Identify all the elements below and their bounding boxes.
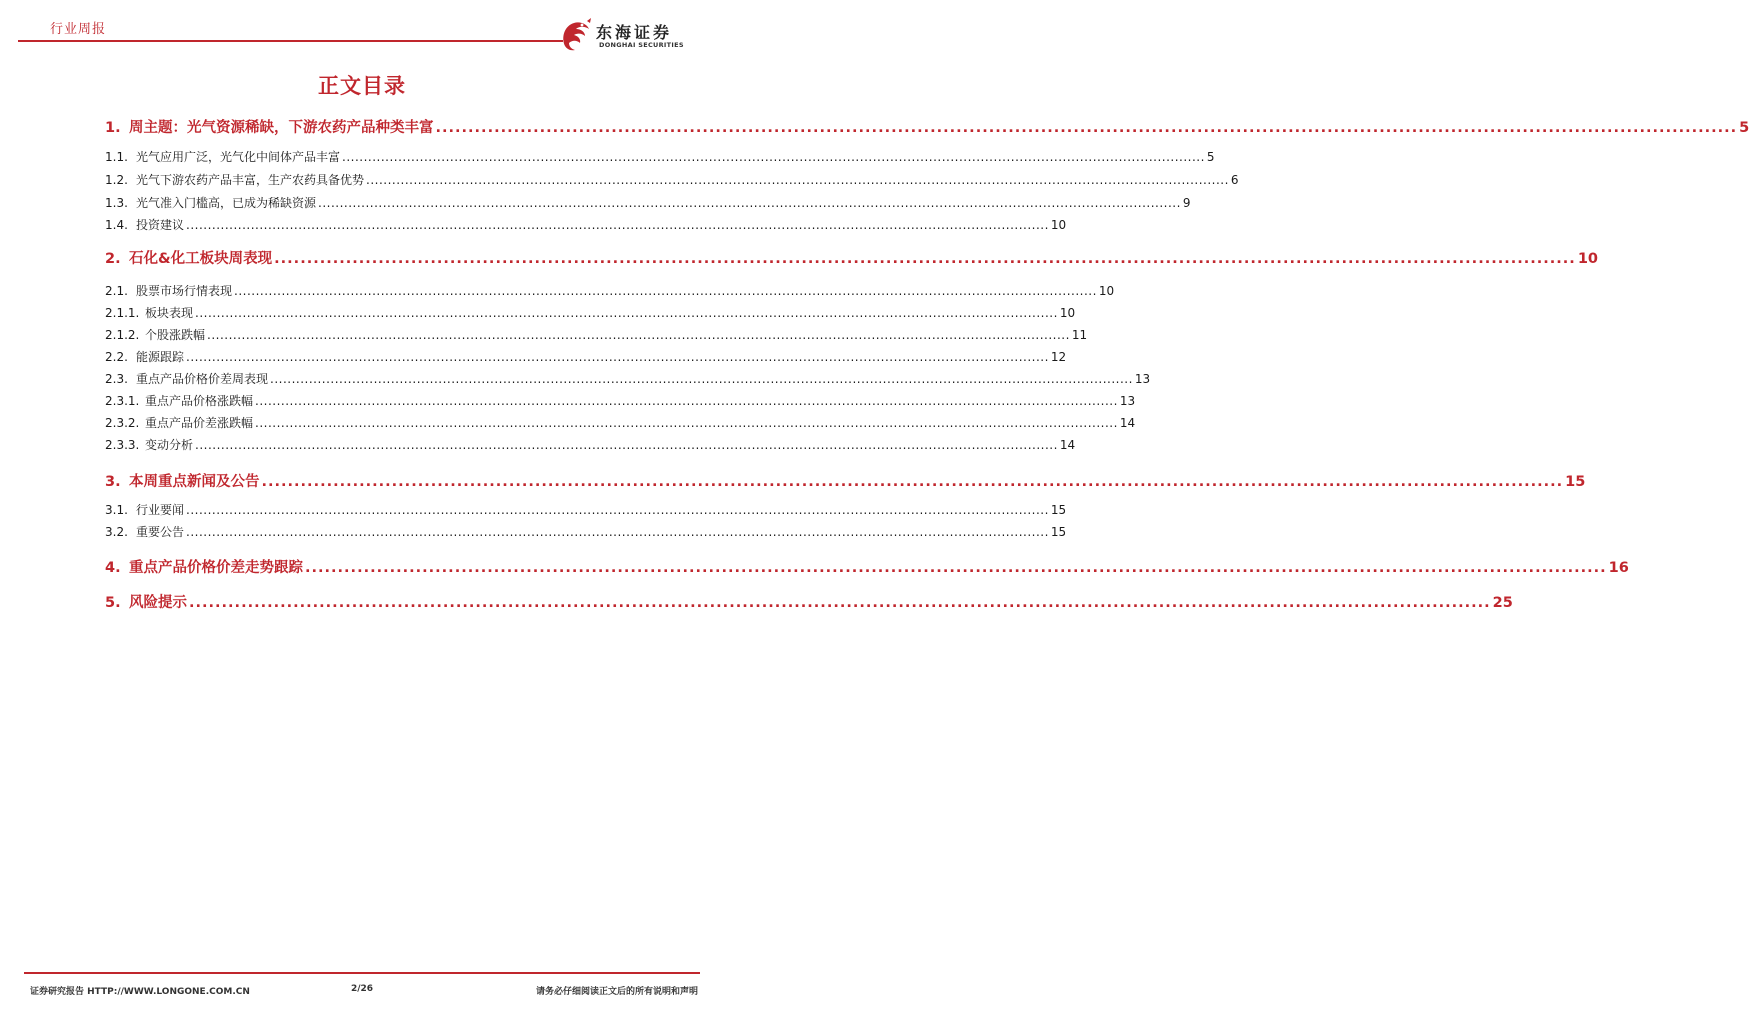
toc-entry-number: 2.3. (105, 372, 128, 386)
toc-leader-dots: ........................................................................................................................................................................................................ (305, 560, 1607, 576)
page-number: 2/26 (350, 984, 374, 994)
toc-entry-title: 重点产品价差涨跌幅 (145, 416, 254, 430)
toc-entry-page: 15 (1565, 474, 1586, 490)
toc-entry[interactable] (105, 116, 1749, 137)
toc-entry-page: 13 (1119, 394, 1136, 408)
report-type-tag: 行业周报 (50, 22, 107, 37)
toc-entry-page: 5 (1739, 120, 1749, 136)
logo-english-text: DONGHAI SECURITIES (599, 41, 684, 49)
toc-entry-page: 10 (1059, 306, 1076, 320)
toc-entry[interactable] (105, 171, 1239, 188)
toc-entry-number: 3.1. (105, 503, 128, 517)
logo-chinese-text: 东海证券 (596, 23, 673, 42)
toc-entry[interactable] (105, 370, 1151, 387)
toc-entry-title: 个股涨跌幅 (145, 328, 206, 342)
toc-entry-title: 风险提示 (129, 595, 187, 611)
toc-leader-dots: ........................................................................................................................................................................................................ (189, 595, 1491, 611)
toc-entry-title: 光气下游农药产品丰富，生产农药具备优势 (136, 173, 365, 187)
toc-entry-page: 10 (1050, 218, 1067, 232)
toc-entry-page: 9 (1182, 196, 1191, 210)
toc-entry-page: 13 (1134, 372, 1151, 386)
toc-leader-dots: ........................................................................................................................................................................................................ (318, 196, 1181, 210)
toc-leader-dots: ........................................................................................................................................................................................................ (255, 416, 1118, 430)
toc-entry-number: 3. (105, 474, 121, 490)
toc-entry-number: 1.2. (105, 173, 128, 187)
dragon-logo-icon (558, 16, 594, 54)
toc-entry-title: 股票市场行情表现 (136, 284, 233, 298)
toc-entry-page: 25 (1492, 595, 1513, 611)
toc-entry-number: 5. (105, 595, 121, 611)
toc-leader-dots: ........................................................................................................................................................................................................ (186, 525, 1049, 539)
toc-entry-page: 15 (1050, 525, 1067, 539)
toc-entry-title: 重点产品价格价差走势跟踪 (129, 560, 303, 576)
toc-entry-number: 2.2. (105, 350, 128, 364)
toc-leader-dots: ........................................................................................................................................................................................................ (186, 350, 1049, 364)
toc-entry-title: 行业要闻 (136, 503, 185, 517)
toc-entry-number: 2.3.1. (105, 394, 140, 408)
toc-entry[interactable] (105, 247, 1599, 268)
footer-left-text: 证券研究报告 HTTP://WWW.LONGONE.COM.CN (30, 987, 250, 997)
toc-entry-title: 板块表现 (145, 306, 194, 320)
toc-leader-dots: ........................................................................................................................................................................................................ (234, 284, 1097, 298)
toc-entry[interactable] (105, 470, 1586, 491)
toc-entry[interactable] (105, 326, 1088, 343)
toc-leader-dots: ........................................................................................................................................................................................................ (186, 503, 1049, 517)
toc-leader-dots: ........................................................................................................................................................................................................ (274, 251, 1576, 267)
toc-entry-page: 11 (1071, 328, 1088, 342)
footer-rule (24, 972, 700, 974)
toc-entry[interactable] (105, 148, 1215, 165)
page-header (18, 14, 706, 50)
toc-entry-title: 能源跟踪 (136, 350, 185, 364)
toc-entry-number: 1.3. (105, 196, 128, 210)
toc-entry[interactable] (105, 523, 1067, 540)
toc-leader-dots: ........................................................................................................................................................................................................ (186, 218, 1049, 232)
toc-entry-page: 6 (1230, 173, 1239, 187)
toc-entry-number: 2. (105, 251, 121, 267)
toc-entry-number: 2.1.2. (105, 328, 140, 342)
toc-entry-title: 本周重点新闻及公告 (129, 474, 260, 490)
toc-entry-title: 石化&化工板块周表现 (129, 251, 273, 267)
toc-entry[interactable] (105, 414, 1136, 431)
toc-title: 正文目录 (318, 74, 406, 98)
toc-entry-title: 重要公告 (136, 525, 185, 539)
toc-entry[interactable] (105, 194, 1191, 211)
toc-entry-page: 12 (1050, 350, 1067, 364)
toc-leader-dots: ........................................................................................................................................................................................................ (195, 306, 1058, 320)
toc-entry[interactable] (105, 591, 1513, 612)
toc-entry-title: 投资建议 (136, 218, 185, 232)
toc-entry-page: 16 (1608, 560, 1629, 576)
toc-entry-page: 14 (1059, 438, 1076, 452)
footer-disclaimer: 请务必仔细阅读正文后的所有说明和声明 (535, 987, 698, 997)
toc-leader-dots: ........................................................................................................................................................................................................ (366, 173, 1229, 187)
toc-entry-title: 光气应用广泛，光气化中间体产品丰富 (136, 150, 341, 164)
toc-entry-page: 10 (1577, 251, 1599, 267)
toc-entry-page: 15 (1050, 503, 1067, 517)
toc-entry[interactable] (105, 556, 1629, 577)
toc-entry-number: 1. (105, 120, 121, 136)
toc-entry[interactable] (105, 282, 1115, 299)
toc-entry[interactable] (105, 501, 1067, 518)
toc-entry-page: 5 (1206, 150, 1215, 164)
toc-entry-title: 重点产品价格涨跌幅 (145, 394, 254, 408)
toc-entry-number: 2.1.1. (105, 306, 140, 320)
toc-leader-dots: ........................................................................................................................................................................................................ (261, 474, 1564, 490)
toc-entry-number: 1.1. (105, 150, 128, 164)
toc-entry[interactable] (105, 216, 1067, 233)
toc-entry-page: 10 (1098, 284, 1115, 298)
toc-entry[interactable] (105, 348, 1067, 365)
company-logo (558, 16, 708, 56)
toc-entry-number: 4. (105, 560, 121, 576)
toc-leader-dots: ........................................................................................................................................................................................................ (270, 372, 1133, 386)
toc-leader-dots: ........................................................................................................................................................................................................ (435, 120, 1738, 136)
toc-leader-dots: ........................................................................................................................................................................................................ (342, 150, 1205, 164)
toc-entry-title: 重点产品价格价差周表现 (136, 372, 269, 386)
toc-entry-number: 2.1. (105, 284, 128, 298)
toc-entry-number: 2.3.3. (105, 438, 140, 452)
toc-entry-number: 1.4. (105, 218, 128, 232)
toc-leader-dots: ........................................................................................................................................................................................................ (195, 438, 1058, 452)
toc-entry-title: 周主题：光气资源稀缺，下游农药产品种类丰富 (129, 120, 434, 136)
toc-entry-number: 2.3.2. (105, 416, 140, 430)
header-rule (18, 40, 563, 42)
toc-leader-dots: ........................................................................................................................................................................................................ (207, 328, 1070, 342)
toc-entry-page: 14 (1119, 416, 1136, 430)
toc-entry-title: 变动分析 (145, 438, 194, 452)
toc-entry-title: 光气准入门槛高，已成为稀缺资源 (136, 196, 317, 210)
toc-entry[interactable] (105, 436, 1076, 453)
toc-leader-dots: ........................................................................................................................................................................................................ (255, 394, 1118, 408)
toc-entry[interactable] (105, 392, 1136, 409)
toc-entry[interactable] (105, 304, 1076, 321)
toc-entry-number: 3.2. (105, 525, 128, 539)
